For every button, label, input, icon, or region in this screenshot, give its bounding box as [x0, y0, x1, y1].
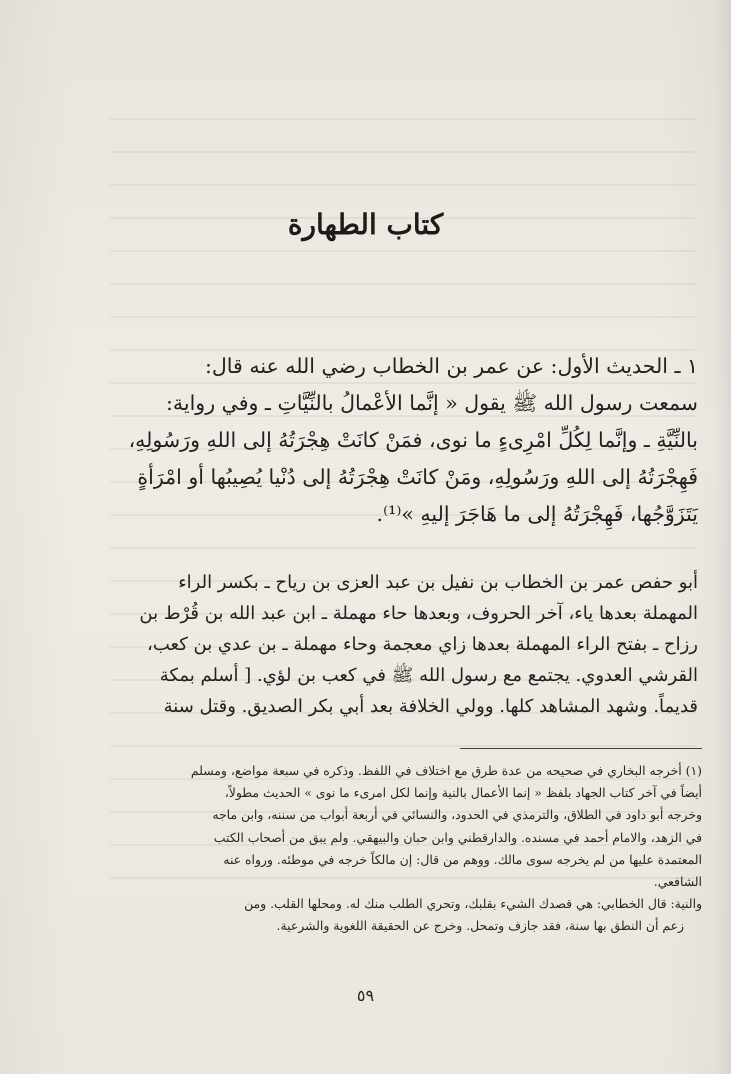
footnote-line: في الزهد، والامام أحمد في مسنده. والدارقطني وابن حبان والبيهقي. ولم يبق من أصحاب الكتب	[213, 829, 702, 845]
hadith-line: بالنِّيَّةِ ـ وإنَّما لِكُلِّ امْرِىءٍ ما نوى، فمَنْ كانَتْ هِجْرَتُهُ إلى اللهِ ورَسُولِهِ،	[128, 428, 698, 452]
page-edge-shadow	[715, 0, 731, 1074]
footnote-line: وخرجه أبو داود في الطلاق، والترمذي في الحدود، والنسائي في أربعة أبواب من سننه، وابن ماجه	[212, 807, 702, 823]
footnote-line: زعم أن النطق بها سنة، فقد جازف وتمحل. وخرج عن الحقيقة اللغوية والشرعية.	[276, 918, 684, 934]
biography-line: قديماً. وشهد المشاهد كلها. وولي الخلافة بعد أبي بكر الصديق. وقتل سنة	[163, 696, 698, 717]
biography-line: رزاح ـ بفتح الراء المهملة بعدها زاي معجمة وحاء مهملة ـ بن عدي بن كعب،	[147, 634, 698, 655]
footnote-divider	[460, 748, 702, 749]
hadith-line: سمعت رسول الله ﷺ يقول « إنَّما الأعْمالُ بالنِّيَّاتِ ـ وفي رواية:	[166, 391, 698, 415]
chapter-title: كتاب الطهارة	[287, 208, 444, 241]
biography-line: المهملة بعدها ياء، آخر الحروف، وبعدها حاء مهملة ـ ابن عبد الله بن قُرْط بن	[139, 603, 698, 624]
page-number: ٥٩	[356, 986, 375, 1005]
footnotes	[120, 760, 702, 938]
hadith-line: يَتَزَوَّجُها، فَهِجْرَتُهُ إلى ما هَاجَرَ إليهِ »⁽¹⁾.	[376, 502, 698, 526]
narrator-biography	[139, 567, 698, 722]
biography-line: القرشي العدوي. يجتمع مع رسول الله ﷺ في كعب بن لؤي. [ أسلم بمكة	[159, 665, 698, 686]
footnote-line: أيضاً في آخر كتاب الجهاد بلفظ « إنما الأعمال بالنية وإنما لكل امرىء ما نوى » الحديث مطولاً،	[224, 785, 702, 801]
footnote-line: (١) أخرجه البخاري في صحيحه من عدة طرق مع اختلاف في اللفظ. وذكره في سبعة مواضع، ومسلم	[190, 763, 702, 778]
footnote-line: والنية: قال الخطابي: هي قصدك الشيء بقلبك، وتحري الطلب منك له. ومحلها القلب. ومن	[244, 896, 702, 912]
footnote-line: المعتمدة عليها من لم يخرجه سوى مالك. ووهم من قال: إن مالكاً خرجه في موطئه. ورواه عنه	[223, 851, 702, 867]
hadith-line: ١ ـ الحديث الأول: عن عمر بن الخطاب رضي الله عنه قال:	[204, 354, 698, 378]
footnote-line: الشافعي.	[653, 874, 702, 890]
hadith-line: فَهِجْرَتُهُ إلى اللهِ ورَسُولِهِ، ومَنْ كانَتْ هِجْرَتُهُ إلى دُنْيا يُصِيبُها أو امْرَأةٍ	[137, 465, 698, 489]
hadith-text	[128, 348, 698, 533]
biography-line: أبو حفص عمر بن الخطاب بن نفيل بن عبد العزى بن رياح ـ بكسر الراء	[178, 572, 698, 593]
